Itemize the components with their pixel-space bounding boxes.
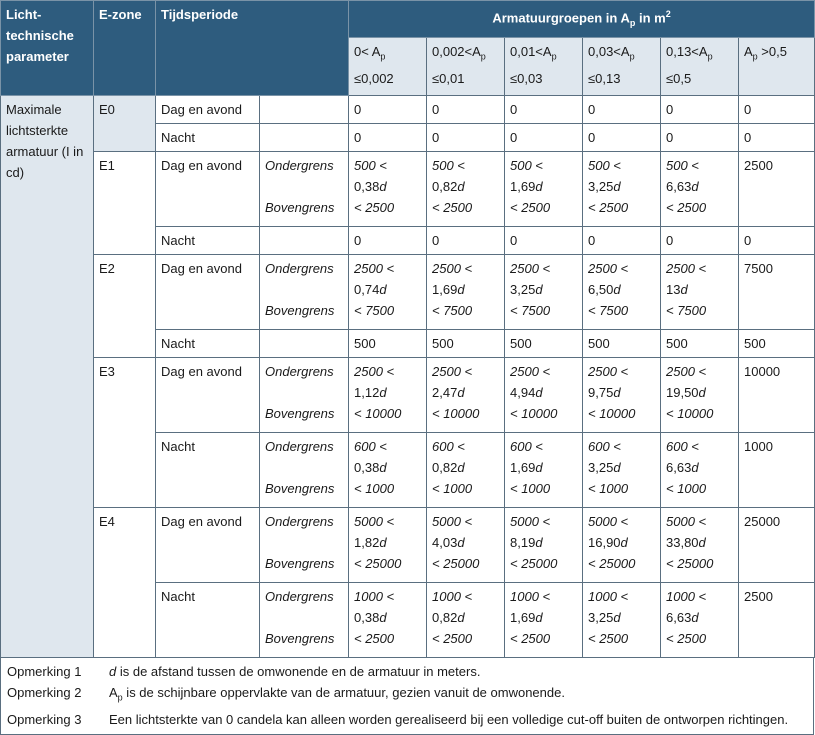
- distance-symbol: d: [620, 534, 628, 550]
- bound-cell-empty: [260, 226, 349, 254]
- upper-bound-label: Bovengrens: [265, 555, 335, 571]
- bound-cell-empty: [260, 329, 349, 357]
- value-cell: 0: [505, 123, 583, 151]
- range-upper: < 2500: [588, 630, 629, 646]
- range-upper: < 10000: [510, 405, 558, 421]
- note-body: is de afstand tussen de omwonende en de armatuur in meters.: [116, 663, 481, 679]
- range-cell: [505, 151, 583, 226]
- range-upper: < 10000: [588, 405, 636, 421]
- range-cell: [583, 582, 661, 657]
- col-header: [661, 37, 739, 95]
- range-lower: 2500 <: [666, 260, 707, 276]
- bound-cell: [260, 432, 349, 507]
- col-header-pre: 0< A: [354, 43, 381, 59]
- col-header-sub: p: [380, 51, 386, 62]
- upper-bound-label: Bovengrens: [265, 630, 335, 646]
- range-cell: [427, 432, 505, 507]
- range-upper: < 2500: [510, 199, 551, 215]
- range-lower: 2500 <: [666, 363, 707, 379]
- value-cell: 0: [427, 123, 505, 151]
- range-factor: 0,82: [432, 459, 458, 475]
- value-cell: 0: [661, 95, 739, 123]
- distance-symbol: d: [691, 178, 699, 194]
- lower-bound-label: Ondergrens: [265, 513, 334, 529]
- col-header-sub: p: [551, 51, 557, 62]
- distance-symbol: d: [457, 281, 465, 297]
- range-lower: 1000 <: [666, 588, 707, 604]
- col-header: [583, 37, 661, 95]
- upper-bound-label: Bovengrens: [265, 480, 335, 496]
- distance-symbol: d: [457, 384, 465, 400]
- distance-symbol: d: [698, 384, 706, 400]
- value-cell: 500: [583, 329, 661, 357]
- range-cell: [427, 507, 505, 582]
- col-header-post: ≤0,01: [432, 70, 465, 86]
- range-factor: 1,82: [354, 534, 380, 550]
- range-cell: [583, 151, 661, 226]
- value-cell: 0: [583, 95, 661, 123]
- period-cell: Dag en avond: [156, 507, 260, 582]
- range-factor: 3,25: [510, 281, 536, 297]
- range-lower: 600 <: [666, 438, 699, 454]
- value-cell: 0: [661, 226, 739, 254]
- range-lower: 2500 <: [588, 260, 629, 276]
- range-cell: [583, 432, 661, 507]
- range-lower: 500 <: [588, 157, 621, 173]
- note-row: [1, 709, 813, 730]
- value-cell: 0: [661, 123, 739, 151]
- range-factor: 9,75: [588, 384, 614, 400]
- range-lower: 1000 <: [354, 588, 395, 604]
- range-upper: < 25000: [666, 555, 714, 571]
- value-cell: 10000: [739, 357, 815, 432]
- note-row: [1, 682, 813, 709]
- note-symbol: d: [109, 663, 117, 679]
- range-lower: 500 <: [666, 157, 699, 173]
- range-upper: < 1000: [510, 480, 551, 496]
- range-upper: < 2500: [666, 199, 707, 215]
- header-groups: Armatuurgroepen in $A_p$ in $m^2$: [349, 1, 815, 38]
- value-cell: 1000: [739, 432, 815, 507]
- distance-symbol: d: [613, 459, 621, 475]
- range-upper: < 1000: [432, 480, 473, 496]
- value-cell: 0: [505, 226, 583, 254]
- range-upper: < 7500: [588, 302, 629, 318]
- range-cell: [349, 357, 427, 432]
- range-upper: < 2500: [666, 630, 707, 646]
- distance-symbol: d: [457, 534, 465, 550]
- col-header-post: ≤0,13: [588, 70, 621, 86]
- range-lower: 600 <: [432, 438, 465, 454]
- bound-cell-empty: [260, 95, 349, 123]
- value-cell: 25000: [739, 507, 815, 582]
- range-upper: < 2500: [432, 199, 473, 215]
- note-row: [1, 661, 813, 682]
- range-factor: 0,38: [354, 459, 380, 475]
- table-row: [1, 254, 815, 329]
- range-upper: < 1000: [666, 480, 707, 496]
- range-upper: < 1000: [588, 480, 629, 496]
- range-cell: [349, 507, 427, 582]
- value-cell: 0: [739, 123, 815, 151]
- bound-cell: [260, 357, 349, 432]
- note-body: Een lichtsterkte van 0 candela kan alleen worden gerealiseerd bij een volledige cut-off buiten de ontworpen richtingen.: [109, 711, 789, 727]
- value-cell: 2500: [739, 582, 815, 657]
- period-cell: Dag en avond: [156, 95, 260, 123]
- range-cell: [505, 254, 583, 329]
- range-cell: [349, 582, 427, 657]
- col-header-post: ≤0,002: [354, 70, 394, 86]
- lower-bound-label: Ondergrens: [265, 588, 334, 604]
- range-cell: [427, 582, 505, 657]
- col-header-pre: A: [744, 43, 753, 59]
- range-lower: 2500 <: [510, 363, 551, 379]
- range-lower: 500 <: [432, 157, 465, 173]
- range-factor: 3,25: [588, 609, 614, 625]
- range-upper: < 10000: [666, 405, 714, 421]
- range-factor: 1,69: [510, 609, 536, 625]
- range-factor: 6,63: [666, 459, 692, 475]
- table-row: [1, 95, 815, 123]
- distance-symbol: d: [613, 178, 621, 194]
- range-lower: 2500 <: [432, 260, 473, 276]
- distance-symbol: d: [613, 384, 621, 400]
- range-cell: [505, 582, 583, 657]
- distance-symbol: d: [613, 609, 621, 625]
- upper-bound-label: Bovengrens: [265, 405, 335, 421]
- range-lower: 2500 <: [354, 363, 395, 379]
- range-lower: 5000 <: [666, 513, 707, 529]
- period-cell: Dag en avond: [156, 254, 260, 329]
- bound-cell: [260, 151, 349, 226]
- zone-label: E3: [94, 357, 156, 507]
- range-lower: 5000 <: [432, 513, 473, 529]
- range-cell: [505, 357, 583, 432]
- range-factor: 16,90: [588, 534, 621, 550]
- value-cell: 7500: [739, 254, 815, 329]
- range-lower: 1000 <: [588, 588, 629, 604]
- note-text: [109, 661, 813, 682]
- period-cell: Nacht: [156, 226, 260, 254]
- col-header-pre: 0,03<A: [588, 43, 630, 59]
- table-row: [1, 151, 815, 226]
- range-lower: 2500 <: [588, 363, 629, 379]
- zone-label: E2: [94, 254, 156, 357]
- range-upper: < 2500: [510, 630, 551, 646]
- distance-symbol: d: [535, 609, 543, 625]
- range-factor: 8,19: [510, 534, 536, 550]
- range-factor: 6,63: [666, 609, 692, 625]
- note-symbol: A: [109, 684, 118, 700]
- note-label: Opmerking 3: [7, 711, 82, 727]
- range-cell: [583, 254, 661, 329]
- range-cell: [661, 582, 739, 657]
- range-lower: 600 <: [354, 438, 387, 454]
- value-cell: 0: [349, 123, 427, 151]
- col-header: [505, 37, 583, 95]
- range-factor: 19,50: [666, 384, 699, 400]
- range-factor: 33,80: [666, 534, 699, 550]
- distance-symbol: d: [457, 178, 465, 194]
- range-upper: < 10000: [432, 405, 480, 421]
- value-cell: 0: [427, 226, 505, 254]
- range-cell: [427, 254, 505, 329]
- period-cell: Nacht: [156, 329, 260, 357]
- range-upper: < 2500: [354, 199, 395, 215]
- note-symbol-sub: p: [117, 692, 123, 703]
- distance-symbol: d: [691, 609, 699, 625]
- range-cell: [427, 357, 505, 432]
- distance-symbol: d: [535, 384, 543, 400]
- period-cell: Nacht: [156, 582, 260, 657]
- col-header: [349, 37, 427, 95]
- range-upper: < 25000: [510, 555, 558, 571]
- table-row: [1, 507, 815, 582]
- value-cell: 500: [349, 329, 427, 357]
- range-cell: [583, 507, 661, 582]
- col-header-sub: p: [629, 51, 635, 62]
- note-text: [109, 682, 813, 709]
- distance-symbol: d: [457, 609, 465, 625]
- distance-symbol: d: [457, 459, 465, 475]
- range-lower: 600 <: [510, 438, 543, 454]
- distance-symbol: d: [613, 281, 621, 297]
- bound-cell-empty: [260, 123, 349, 151]
- value-cell: 500: [661, 329, 739, 357]
- note-body: is de schijnbare oppervlakte van de armatuur, gezien vanuit de omwonende.: [122, 684, 565, 700]
- lower-bound-label: Ondergrens: [265, 260, 334, 276]
- distance-symbol: d: [680, 281, 688, 297]
- value-cell: 0: [583, 123, 661, 151]
- distance-symbol: d: [535, 281, 543, 297]
- range-factor: 3,25: [588, 178, 614, 194]
- bound-cell: [260, 507, 349, 582]
- value-cell: 0: [739, 95, 815, 123]
- range-lower: 2500 <: [432, 363, 473, 379]
- lower-bound-label: Ondergrens: [265, 157, 334, 173]
- range-cell: [427, 151, 505, 226]
- col-header-post: ≤0,5: [666, 70, 692, 86]
- range-upper: < 2500: [588, 199, 629, 215]
- col-header-sub: p: [480, 51, 486, 62]
- value-cell: 500: [739, 329, 815, 357]
- distance-symbol: d: [535, 534, 543, 550]
- range-upper: < 7500: [510, 302, 551, 318]
- note-label: Opmerking 2: [7, 684, 82, 700]
- range-cell: [349, 432, 427, 507]
- col-header-post: ≤0,03: [510, 70, 543, 86]
- distance-symbol: d: [379, 178, 387, 194]
- zone-label: E4: [94, 507, 156, 657]
- distance-symbol: d: [379, 281, 387, 297]
- range-factor: 6,63: [666, 178, 692, 194]
- notes: [0, 658, 814, 735]
- range-lower: 600 <: [588, 438, 621, 454]
- header-ezone: E-zone: [94, 1, 156, 96]
- range-upper: < 1000: [354, 480, 395, 496]
- range-cell: [661, 357, 739, 432]
- note-text: [109, 709, 813, 730]
- range-cell: [349, 254, 427, 329]
- range-factor: 2,47: [432, 384, 458, 400]
- range-lower: 5000 <: [588, 513, 629, 529]
- distance-symbol: d: [379, 609, 387, 625]
- range-factor: 1,69: [510, 459, 536, 475]
- range-lower: 1000 <: [432, 588, 473, 604]
- range-factor: 1,69: [510, 178, 536, 194]
- range-cell: [505, 507, 583, 582]
- value-cell: 0: [349, 95, 427, 123]
- range-factor: 1,12: [354, 384, 380, 400]
- range-lower: 1000 <: [510, 588, 551, 604]
- value-cell: 0: [349, 226, 427, 254]
- distance-symbol: d: [379, 384, 387, 400]
- range-factor: 0,38: [354, 178, 380, 194]
- col-header: [739, 37, 815, 95]
- range-upper: < 25000: [588, 555, 636, 571]
- range-upper: < 25000: [354, 555, 402, 571]
- col-header: [427, 37, 505, 95]
- header-param: Licht-technische parameter: [1, 1, 94, 96]
- distance-symbol: d: [698, 534, 706, 550]
- lower-bound-label: Ondergrens: [265, 438, 334, 454]
- range-lower: 500 <: [354, 157, 387, 173]
- range-cell: [661, 432, 739, 507]
- range-factor: 6,50: [588, 281, 614, 297]
- range-lower: 5000 <: [354, 513, 395, 529]
- distance-symbol: d: [379, 459, 387, 475]
- range-factor: 13: [666, 281, 681, 297]
- range-factor: 4,03: [432, 534, 458, 550]
- range-upper: < 10000: [354, 405, 402, 421]
- range-lower: 500 <: [510, 157, 543, 173]
- period-cell: Dag en avond: [156, 357, 260, 432]
- range-cell: [583, 357, 661, 432]
- range-cell: [349, 151, 427, 226]
- col-header-sub: p: [707, 51, 713, 62]
- range-factor: 4,94: [510, 384, 536, 400]
- range-factor: 0,82: [432, 609, 458, 625]
- range-upper: < 2500: [354, 630, 395, 646]
- value-cell: 500: [427, 329, 505, 357]
- range-lower: 2500 <: [510, 260, 551, 276]
- value-cell: 0: [583, 226, 661, 254]
- range-lower: 2500 <: [354, 260, 395, 276]
- param-label: Maximale lichtsterkte armatuur (I in cd): [1, 95, 94, 657]
- col-header-pre: 0,01<A: [510, 43, 552, 59]
- upper-bound-label: Bovengrens: [265, 199, 335, 215]
- range-cell: [661, 254, 739, 329]
- range-factor: 0,82: [432, 178, 458, 194]
- range-factor: 0,74: [354, 281, 380, 297]
- distance-symbol: d: [535, 459, 543, 475]
- period-cell: Nacht: [156, 123, 260, 151]
- range-factor: 0,38: [354, 609, 380, 625]
- col-header-sub: p: [752, 51, 758, 62]
- period-cell: Nacht: [156, 432, 260, 507]
- range-cell: [661, 507, 739, 582]
- bound-cell: [260, 254, 349, 329]
- value-cell: 500: [505, 329, 583, 357]
- distance-symbol: d: [691, 459, 699, 475]
- zone-label: E1: [94, 151, 156, 254]
- bound-cell: [260, 582, 349, 657]
- range-factor: 3,25: [588, 459, 614, 475]
- range-upper: < 7500: [354, 302, 395, 318]
- value-cell: 0: [427, 95, 505, 123]
- range-upper: < 7500: [666, 302, 707, 318]
- range-cell: [505, 432, 583, 507]
- lower-bound-label: Ondergrens: [265, 363, 334, 379]
- distance-symbol: d: [535, 178, 543, 194]
- distance-symbol: d: [379, 534, 387, 550]
- header-period: Tijdsperiode: [156, 1, 349, 96]
- range-upper: < 2500: [432, 630, 473, 646]
- zone-label: E0: [94, 95, 156, 151]
- value-cell: 0: [505, 95, 583, 123]
- range-upper: < 25000: [432, 555, 480, 571]
- table-row: [1, 357, 815, 432]
- range-upper: < 7500: [432, 302, 473, 318]
- period-cell: Dag en avond: [156, 151, 260, 226]
- value-cell: 2500: [739, 151, 815, 226]
- col-header-pre: 0,002<A: [432, 43, 481, 59]
- col-header-pre: 0,13<A: [666, 43, 708, 59]
- note-label: Opmerking 1: [7, 663, 82, 679]
- range-lower: 5000 <: [510, 513, 551, 529]
- range-factor: 1,69: [432, 281, 458, 297]
- upper-bound-label: Bovengrens: [265, 302, 335, 318]
- range-cell: [661, 151, 739, 226]
- value-cell: 0: [739, 226, 815, 254]
- col-header-post: >0,5: [757, 43, 787, 59]
